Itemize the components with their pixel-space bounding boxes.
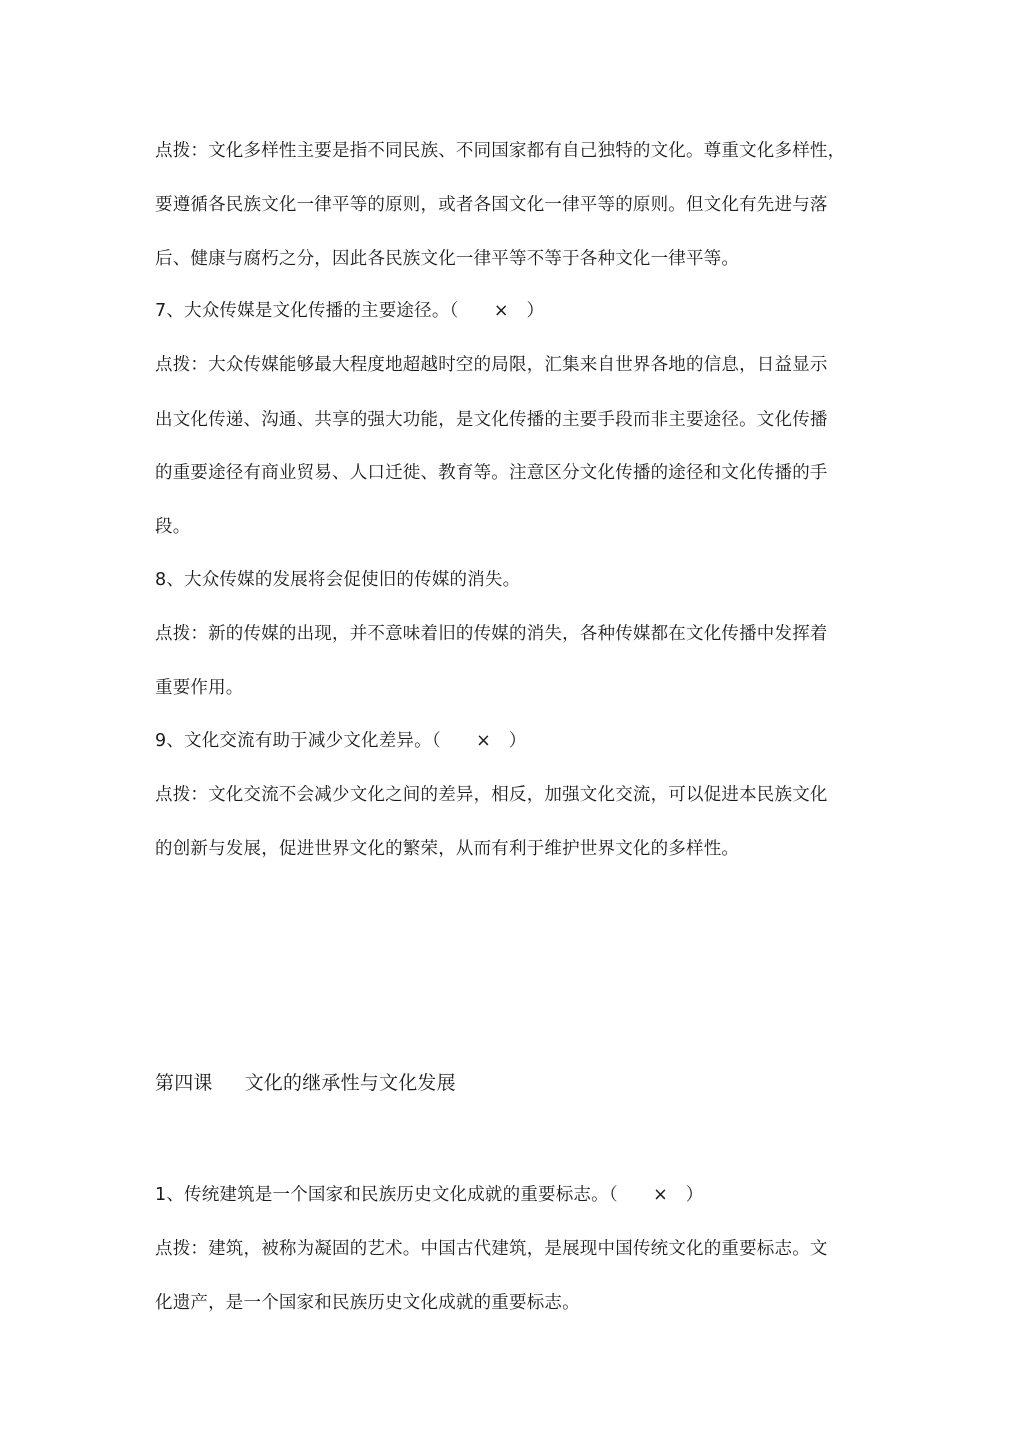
question-7-explanation-line: 段。 (155, 517, 191, 537)
question-9-explanation-line: 点拨：文化交流不会减少文化之间的差异，相反，加强文化交流，可以促进本民族文化 (155, 785, 828, 805)
explanation-line: 要遵循各民族文化一律平等的原则，或者各国文化一律平等的原则。但文化有先进与落 (155, 195, 828, 215)
question-9-explanation-line: 的创新与发展，促进世界文化的繁荣，从而有利于维护世界文化的多样性。 (155, 839, 740, 859)
lesson-title: 文化的继承性与文化发展 (244, 1072, 456, 1094)
question-1-explanation-line: 化遗产，是一个国家和民族历史文化成就的重要标志。 (155, 1293, 580, 1313)
question-7-explanation-line: 的重要途径有商业贸易、人口迁徙、教育等。注意区分文化传播的途径和文化传播的手 (155, 463, 828, 483)
question-1-explanation-line: 点拨：建筑，被称为凝固的艺术。中国古代建筑，是展现中国传统文化的重要标志。文 (155, 1239, 828, 1259)
lesson-number: 第四课 (155, 1072, 213, 1094)
question-8-explanation-line: 点拨：新的传媒的出现，并不意味着旧的传媒的消失，各种传媒都在文化传播中发挥着 (155, 624, 828, 644)
question-7: 7、大众传媒是文化传播的主要途径。（ × ） (155, 301, 545, 321)
question-7-explanation-line: 点拨：大众传媒能够最大程度地超越时空的局限，汇集来自世界各地的信息，日益显示 (155, 355, 828, 375)
question-8: 8、大众传媒的发展将会促使旧的传媒的消失。 (155, 570, 521, 590)
question-7-explanation-line: 出文化传递、沟通、共享的强大功能，是文化传播的主要手段而非主要途径。文化传播 (155, 410, 828, 430)
question-8-explanation-line: 重要作用。 (155, 678, 244, 698)
lesson-heading (155, 1071, 895, 1095)
explanation-line: 后、健康与腐朽之分，因此各民族文化一律平等不等于各种文化一律平等。 (155, 249, 740, 269)
question-1: 1、传统建筑是一个国家和民族历史文化成就的重要标志。（ × ） (155, 1185, 704, 1205)
question-9: 9、文化交流有助于减少文化差异。（ × ） (155, 731, 527, 751)
explanation-line: 点拨：文化多样性主要是指不同民族、不同国家都有自己独特的文化。尊重文化多样性， (155, 141, 846, 161)
